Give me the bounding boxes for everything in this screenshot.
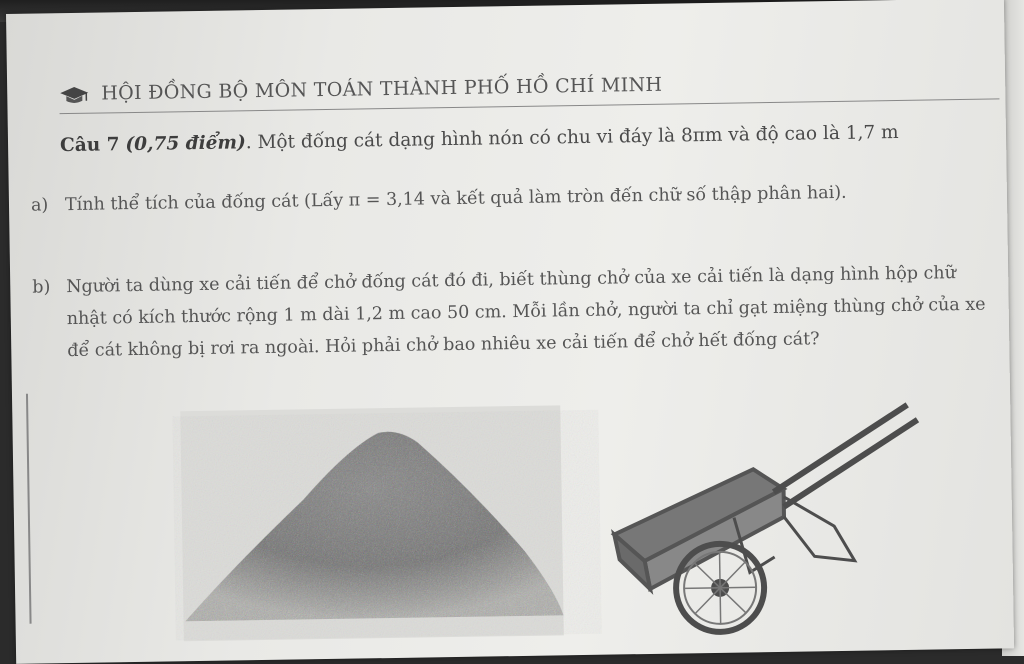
header-title: HỘI ĐỒNG BỘ MÔN TOÁN THÀNH PHỐ HỒ CHÍ MINH [101,74,662,105]
part-a [31,174,1011,189]
page-header [59,64,999,114]
part-b [32,256,1012,271]
part-b-label: b) [32,271,51,303]
textbook-page [6,0,1014,664]
graduation-cap-icon [59,85,89,105]
part-a-label: a) [31,189,49,221]
illustrations [172,395,936,657]
question-text: . Một đống cát dạng hình nón có chu vi đáy là 8πm và độ cao là 1,7 m [246,122,899,153]
question-number: Câu 7 [60,134,120,156]
wheelbarrow-cart-image [612,405,920,634]
question-points: (0,75 điểm) [125,132,246,155]
sand-pile-image [180,405,564,641]
part-b-text: Người ta dùng xe cải tiến để chở đống cát đó đi, biết thùng chở của xe cải tiến là dạng hình hộp chữ nhật có kích thước rộng 1 m dài 1,2 m cao 50 cm. Mỗi lần chở, người ta chỉ gạt miệng thùng chở của xe để cát không bị rơi ra ngoài. Hỏi phải chở bao nhiêu xe cải tiến để chở hết đống cát? [66,257,987,367]
question-7 [60,116,1010,161]
part-a-text: Tính thể tích của đống cát (Lấy π = 3,14 và kết quả làm tròn đến chữ số thập phân hai). [65,175,985,221]
margin-marks [26,394,42,624]
